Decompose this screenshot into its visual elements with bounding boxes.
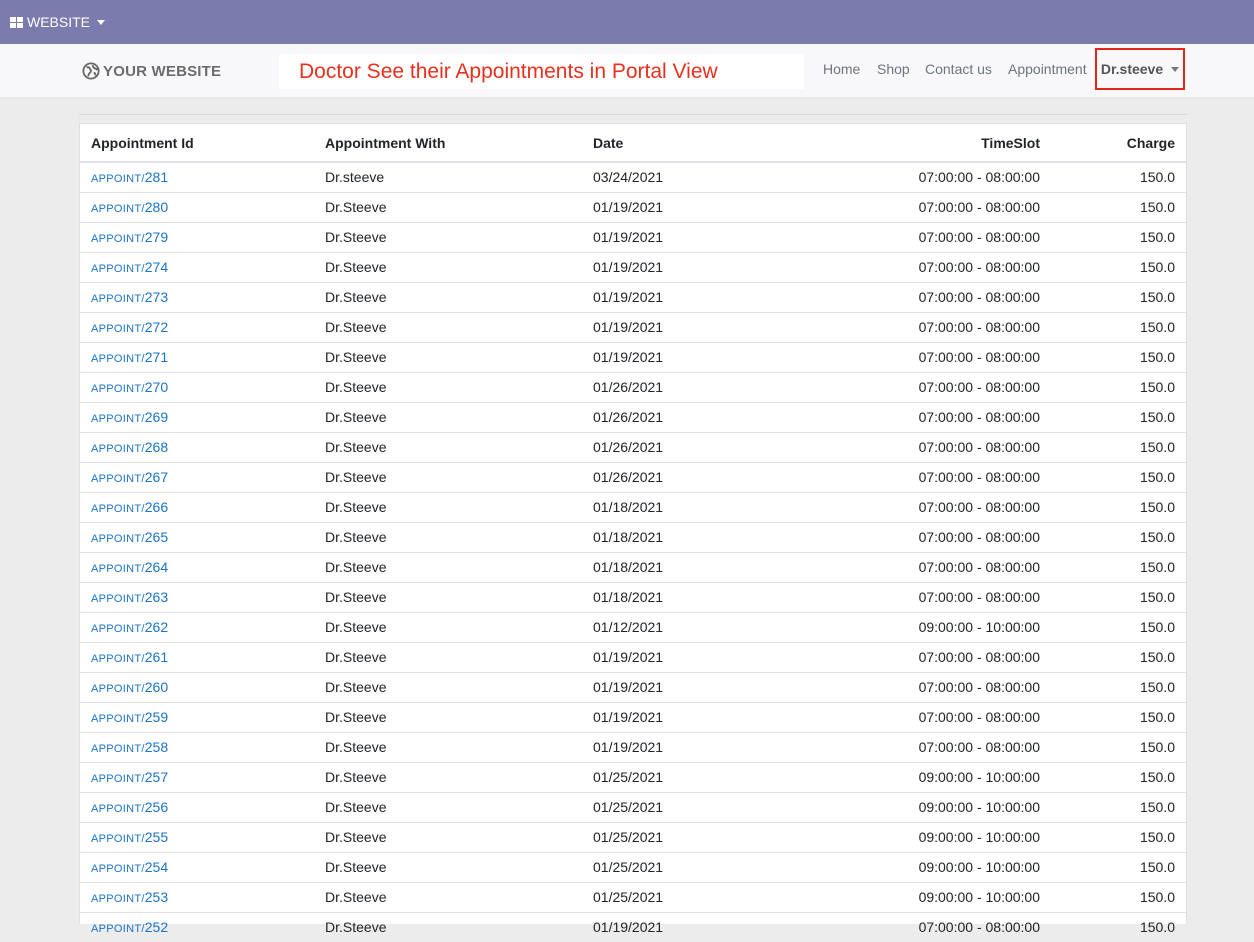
cell-appointment-with: Dr.Steeve (314, 522, 582, 552)
cell-appointment-with: Dr.Steeve (314, 612, 582, 642)
appointment-link[interactable] (91, 649, 168, 665)
cell-appointment-with: Dr.Steeve (314, 462, 582, 492)
col-appointment-id: Appointment Id (80, 124, 314, 162)
appointments-table (80, 124, 1186, 942)
appointment-id-number: 262 (144, 619, 169, 635)
appointment-link[interactable] (91, 589, 168, 605)
appointment-link[interactable] (91, 709, 168, 725)
cell-date: 01/19/2021 (582, 642, 809, 672)
table-header-row (80, 124, 1186, 162)
cell-charge: 150.0 (1051, 462, 1186, 492)
appointment-id-number: 272 (144, 319, 169, 335)
appointment-link[interactable] (91, 859, 168, 875)
appointment-id-prefix: APPOINT/ (91, 653, 145, 665)
appointment-id-prefix: APPOINT/ (91, 503, 145, 515)
appointment-id-number: 280 (144, 199, 169, 215)
website-menu[interactable] (10, 12, 105, 32)
cell-timeslot: 07:00:00 - 08:00:00 (809, 582, 1051, 612)
appointment-id-number: 257 (144, 769, 169, 785)
cell-appointment-id (80, 522, 314, 552)
cell-timeslot: 07:00:00 - 08:00:00 (809, 732, 1051, 762)
cell-appointment-id (80, 672, 314, 702)
appointment-link[interactable] (91, 919, 168, 935)
cell-appointment-id (80, 192, 314, 222)
table-row (80, 642, 1186, 672)
cell-date: 01/19/2021 (582, 312, 809, 342)
table-row (80, 252, 1186, 282)
cell-timeslot: 07:00:00 - 08:00:00 (809, 672, 1051, 702)
appointment-id-number: 265 (144, 529, 169, 545)
cell-appointment-with: Dr.Steeve (314, 762, 582, 792)
nav-shop[interactable]: Shop (877, 61, 910, 77)
site-logo[interactable] (82, 60, 221, 82)
admin-topbar (0, 0, 1254, 44)
cell-timeslot: 07:00:00 - 08:00:00 (809, 402, 1051, 432)
cell-appointment-with: Dr.Steeve (314, 552, 582, 582)
cell-date: 01/26/2021 (582, 432, 809, 462)
cell-date: 01/19/2021 (582, 672, 809, 702)
cell-appointment-with: Dr.Steeve (314, 822, 582, 852)
cell-timeslot: 09:00:00 - 10:00:00 (809, 822, 1051, 852)
caret-down-icon (1171, 67, 1179, 72)
cell-appointment-id (80, 462, 314, 492)
cell-appointment-id (80, 552, 314, 582)
cell-date: 01/19/2021 (582, 342, 809, 372)
cell-appointment-with: Dr.Steeve (314, 582, 582, 612)
cell-appointment-id (80, 882, 314, 912)
cell-timeslot: 07:00:00 - 08:00:00 (809, 462, 1051, 492)
nav-home[interactable]: Home (823, 61, 861, 77)
appointment-link[interactable] (91, 529, 168, 545)
cell-charge: 150.0 (1051, 582, 1186, 612)
cell-appointment-with: Dr.Steeve (314, 342, 582, 372)
cell-appointment-id (80, 282, 314, 312)
table-row (80, 702, 1186, 732)
appointment-link[interactable] (91, 889, 168, 905)
cell-date: 01/26/2021 (582, 402, 809, 432)
cell-appointment-with: Dr.Steeve (314, 252, 582, 282)
appointment-id-prefix: APPOINT/ (91, 803, 145, 815)
cell-date: 01/19/2021 (582, 282, 809, 312)
cell-appointment-with: Dr.Steeve (314, 882, 582, 912)
nav-contact-us[interactable]: Contact us (925, 61, 992, 77)
cell-date: 01/26/2021 (582, 372, 809, 402)
appointment-link[interactable] (91, 379, 168, 395)
appointment-id-number: 273 (144, 289, 169, 305)
cell-charge: 150.0 (1051, 222, 1186, 252)
appointment-id-prefix: APPOINT/ (91, 323, 145, 335)
cell-date: 01/18/2021 (582, 582, 809, 612)
appointment-id-number: 269 (144, 409, 169, 425)
appointment-id-prefix: APPOINT/ (91, 263, 145, 275)
cell-appointment-id (80, 732, 314, 762)
table-row (80, 342, 1186, 372)
cell-timeslot: 07:00:00 - 08:00:00 (809, 342, 1051, 372)
col-appointment-with: Appointment With (314, 124, 582, 162)
cell-timeslot: 09:00:00 - 10:00:00 (809, 882, 1051, 912)
cell-charge: 150.0 (1051, 522, 1186, 552)
cell-appointment-with: Dr.Steeve (314, 402, 582, 432)
cell-appointment-with: Dr.steeve (314, 162, 582, 192)
cell-date: 01/25/2021 (582, 762, 809, 792)
col-timeslot: TimeSlot (809, 124, 1051, 162)
cell-timeslot: 07:00:00 - 08:00:00 (809, 522, 1051, 552)
cell-date: 01/26/2021 (582, 462, 809, 492)
cell-timeslot: 07:00:00 - 08:00:00 (809, 432, 1051, 462)
cell-charge: 150.0 (1051, 192, 1186, 222)
cell-timeslot: 07:00:00 - 08:00:00 (809, 192, 1051, 222)
user-name: Dr.steeve (1100, 61, 1164, 77)
cell-charge: 150.0 (1051, 732, 1186, 762)
col-charge: Charge (1051, 124, 1186, 162)
col-date: Date (582, 124, 809, 162)
cell-charge: 150.0 (1051, 882, 1186, 912)
appointment-id-prefix: APPOINT/ (91, 383, 145, 395)
appointments-card (79, 123, 1187, 936)
appointment-link[interactable] (91, 829, 168, 845)
cell-appointment-id (80, 642, 314, 672)
website-menu-label: WEBSITE (27, 14, 91, 30)
cell-appointment-with: Dr.Steeve (314, 492, 582, 522)
appointment-id-prefix: APPOINT/ (91, 593, 145, 605)
appointment-link[interactable] (91, 499, 168, 515)
appointment-id-number: 261 (144, 649, 169, 665)
appointment-id-prefix: APPOINT/ (91, 863, 145, 875)
cell-appointment-id (80, 432, 314, 462)
cell-appointment-with: Dr.Steeve (314, 852, 582, 882)
table-row (80, 912, 1186, 942)
appointment-id-number: 281 (144, 169, 169, 186)
cell-charge: 150.0 (1051, 432, 1186, 462)
appointment-id-number: 270 (144, 379, 169, 395)
appointment-link[interactable] (91, 619, 168, 635)
appointment-id-number: 259 (144, 709, 169, 725)
cell-appointment-id (80, 582, 314, 612)
cell-appointment-with: Dr.Steeve (314, 912, 582, 942)
appointment-id-prefix: APPOINT/ (91, 833, 145, 845)
cell-appointment-with: Dr.Steeve (314, 432, 582, 462)
cell-date: 01/18/2021 (582, 552, 809, 582)
cell-appointment-id (80, 372, 314, 402)
cell-timeslot: 09:00:00 - 10:00:00 (809, 792, 1051, 822)
appointment-link[interactable] (91, 409, 168, 425)
table-row (80, 582, 1186, 612)
appointment-id-number: 255 (144, 829, 169, 845)
cell-date: 03/24/2021 (582, 162, 809, 192)
appointment-link[interactable] (91, 559, 168, 575)
cell-appointment-id (80, 822, 314, 852)
table-row (80, 162, 1186, 192)
cell-appointment-with: Dr.Steeve (314, 282, 582, 312)
apps-grid-icon (10, 17, 23, 28)
cell-appointment-with: Dr.Steeve (314, 642, 582, 672)
user-menu[interactable] (1095, 48, 1185, 90)
table-row (80, 732, 1186, 762)
cell-charge: 150.0 (1051, 702, 1186, 732)
table-row (80, 552, 1186, 582)
appointment-link[interactable] (91, 769, 168, 785)
cell-appointment-id (80, 402, 314, 432)
cell-date: 01/18/2021 (582, 492, 809, 522)
appointment-id-number: 267 (144, 469, 169, 485)
cell-date: 01/19/2021 (582, 252, 809, 282)
cell-appointment-with: Dr.Steeve (314, 702, 582, 732)
cell-charge: 150.0 (1051, 612, 1186, 642)
appointment-id-number: 279 (144, 229, 169, 245)
cell-appointment-id (80, 342, 314, 372)
cell-timeslot: 07:00:00 - 08:00:00 (809, 492, 1051, 522)
nav-appointment[interactable]: Appointment (1008, 61, 1087, 77)
table-row (80, 402, 1186, 432)
appointment-id-number: 264 (144, 559, 169, 575)
appointment-id-number: 258 (144, 739, 169, 755)
cell-appointment-with: Dr.Steeve (314, 372, 582, 402)
table-row (80, 762, 1186, 792)
appointment-id-number: 253 (144, 889, 169, 905)
appointment-id-number: 274 (144, 259, 169, 275)
appointment-link[interactable] (91, 229, 168, 245)
table-row (80, 612, 1186, 642)
cell-appointment-with: Dr.Steeve (314, 192, 582, 222)
appointment-link[interactable] (91, 739, 168, 755)
appointment-id-number: 256 (144, 799, 169, 815)
annotation-banner (279, 54, 804, 89)
cell-charge: 150.0 (1051, 642, 1186, 672)
cell-appointment-id (80, 912, 314, 942)
table-row (80, 372, 1186, 402)
appointment-id-number: 271 (144, 349, 169, 365)
appointment-id-number: 263 (144, 589, 169, 605)
cell-charge: 150.0 (1051, 372, 1186, 402)
cell-timeslot: 09:00:00 - 10:00:00 (809, 762, 1051, 792)
appointment-id-prefix: APPOINT/ (91, 533, 145, 545)
cell-timeslot: 09:00:00 - 10:00:00 (809, 852, 1051, 882)
appointment-id-prefix: APPOINT/ (91, 563, 145, 575)
cell-appointment-with: Dr.Steeve (314, 792, 582, 822)
table-row (80, 222, 1186, 252)
appointment-id-number: 266 (144, 499, 169, 515)
table-row (80, 492, 1186, 522)
appointment-id-prefix: APPOINT/ (91, 293, 145, 305)
appointment-id-prefix: APPOINT/ (91, 683, 145, 695)
cell-appointment-id (80, 762, 314, 792)
appointment-id-prefix: APPOINT/ (91, 743, 145, 755)
cell-charge: 150.0 (1051, 552, 1186, 582)
table-row (80, 462, 1186, 492)
appointment-id-prefix: APPOINT/ (91, 443, 145, 455)
cell-appointment-with: Dr.Steeve (314, 672, 582, 702)
cell-appointment-id (80, 222, 314, 252)
cell-charge: 150.0 (1051, 252, 1186, 282)
cell-charge: 150.0 (1051, 342, 1186, 372)
table-row (80, 192, 1186, 222)
cell-date: 01/25/2021 (582, 822, 809, 852)
cell-charge: 150.0 (1051, 672, 1186, 702)
cell-appointment-id (80, 252, 314, 282)
cell-appointment-id (80, 852, 314, 882)
appointment-id-prefix: APPOINT/ (91, 473, 145, 485)
globe-icon (82, 62, 100, 80)
appointment-id-prefix: APPOINT/ (91, 203, 145, 215)
cell-appointment-id (80, 792, 314, 822)
appointment-id-number: 252 (144, 919, 169, 936)
cell-appointment-id (80, 612, 314, 642)
appointment-id-prefix: APPOINT/ (91, 413, 145, 425)
cell-date: 01/19/2021 (582, 192, 809, 222)
cell-charge: 150.0 (1051, 492, 1186, 522)
appointment-id-prefix: APPOINT/ (91, 623, 145, 635)
cell-date: 01/18/2021 (582, 522, 809, 552)
table-row (80, 282, 1186, 312)
logo-text: YOUR WEBSITE (103, 62, 222, 80)
cell-date: 01/25/2021 (582, 852, 809, 882)
appointment-link[interactable] (91, 679, 168, 695)
table-row (80, 432, 1186, 462)
cell-appointment-with: Dr.Steeve (314, 732, 582, 762)
appointment-id-prefix: APPOINT/ (91, 773, 145, 785)
appointment-link[interactable] (91, 439, 168, 455)
cell-appointment-id (80, 492, 314, 522)
appointment-id-prefix: APPOINT/ (91, 233, 145, 245)
appointment-link[interactable] (91, 199, 168, 215)
table-row (80, 312, 1186, 342)
table-row (80, 822, 1186, 852)
divider (79, 114, 1187, 115)
cell-date: 01/19/2021 (582, 732, 809, 762)
cell-charge: 150.0 (1051, 282, 1186, 312)
table-row (80, 522, 1186, 552)
cell-timeslot: 09:00:00 - 10:00:00 (809, 612, 1051, 642)
cell-charge: 150.0 (1051, 822, 1186, 852)
appointment-id-number: 254 (144, 859, 169, 875)
cell-charge: 150.0 (1051, 312, 1186, 342)
appointment-id-number: 260 (144, 679, 169, 695)
cell-charge: 150.0 (1051, 792, 1186, 822)
cell-charge: 150.0 (1051, 402, 1186, 432)
appointment-id-number: 268 (144, 439, 169, 455)
cell-appointment-id (80, 702, 314, 732)
cell-timeslot: 07:00:00 - 08:00:00 (809, 282, 1051, 312)
appointment-id-prefix: APPOINT/ (91, 173, 145, 186)
appointment-id-prefix: APPOINT/ (91, 923, 145, 936)
cell-date: 01/19/2021 (582, 912, 809, 942)
cell-timeslot: 07:00:00 - 08:00:00 (809, 552, 1051, 582)
banner-text: Doctor See their Appointments in Portal View (299, 59, 718, 83)
cell-charge: 150.0 (1051, 162, 1186, 192)
appointment-link[interactable] (91, 169, 168, 185)
appointment-link[interactable] (91, 469, 168, 485)
appointment-id-prefix: APPOINT/ (91, 713, 145, 725)
table-row (80, 882, 1186, 912)
appointment-link[interactable] (91, 289, 168, 305)
cell-timeslot: 07:00:00 - 08:00:00 (809, 702, 1051, 732)
cell-timeslot: 07:00:00 - 08:00:00 (809, 162, 1051, 192)
cell-charge: 150.0 (1051, 912, 1186, 942)
table-row (80, 792, 1186, 822)
appointment-id-prefix: APPOINT/ (91, 353, 145, 365)
appointment-id-prefix: APPOINT/ (91, 893, 145, 905)
table-row (80, 852, 1186, 882)
cell-charge: 150.0 (1051, 852, 1186, 882)
cell-appointment-id (80, 312, 314, 342)
cell-appointment-id (80, 162, 314, 192)
appointment-link[interactable] (91, 349, 168, 365)
cell-timeslot: 07:00:00 - 08:00:00 (809, 222, 1051, 252)
cell-timeslot: 07:00:00 - 08:00:00 (809, 312, 1051, 342)
cell-date: 01/12/2021 (582, 612, 809, 642)
appointment-link[interactable] (91, 319, 168, 335)
cell-timeslot: 07:00:00 - 08:00:00 (809, 372, 1051, 402)
cell-timeslot: 07:00:00 - 08:00:00 (809, 642, 1051, 672)
table-row (80, 672, 1186, 702)
cell-appointment-with: Dr.Steeve (314, 312, 582, 342)
appointment-link[interactable] (91, 799, 168, 815)
cell-date: 01/25/2021 (582, 792, 809, 822)
cell-date: 01/19/2021 (582, 702, 809, 732)
appointment-link[interactable] (91, 259, 168, 275)
caret-down-icon (97, 20, 105, 25)
cell-charge: 150.0 (1051, 762, 1186, 792)
cell-date: 01/25/2021 (582, 882, 809, 912)
site-header (0, 44, 1254, 98)
cell-date: 01/19/2021 (582, 222, 809, 252)
cell-appointment-with: Dr.Steeve (314, 222, 582, 252)
cell-timeslot: 07:00:00 - 08:00:00 (809, 252, 1051, 282)
cell-timeslot: 07:00:00 - 08:00:00 (809, 912, 1051, 942)
